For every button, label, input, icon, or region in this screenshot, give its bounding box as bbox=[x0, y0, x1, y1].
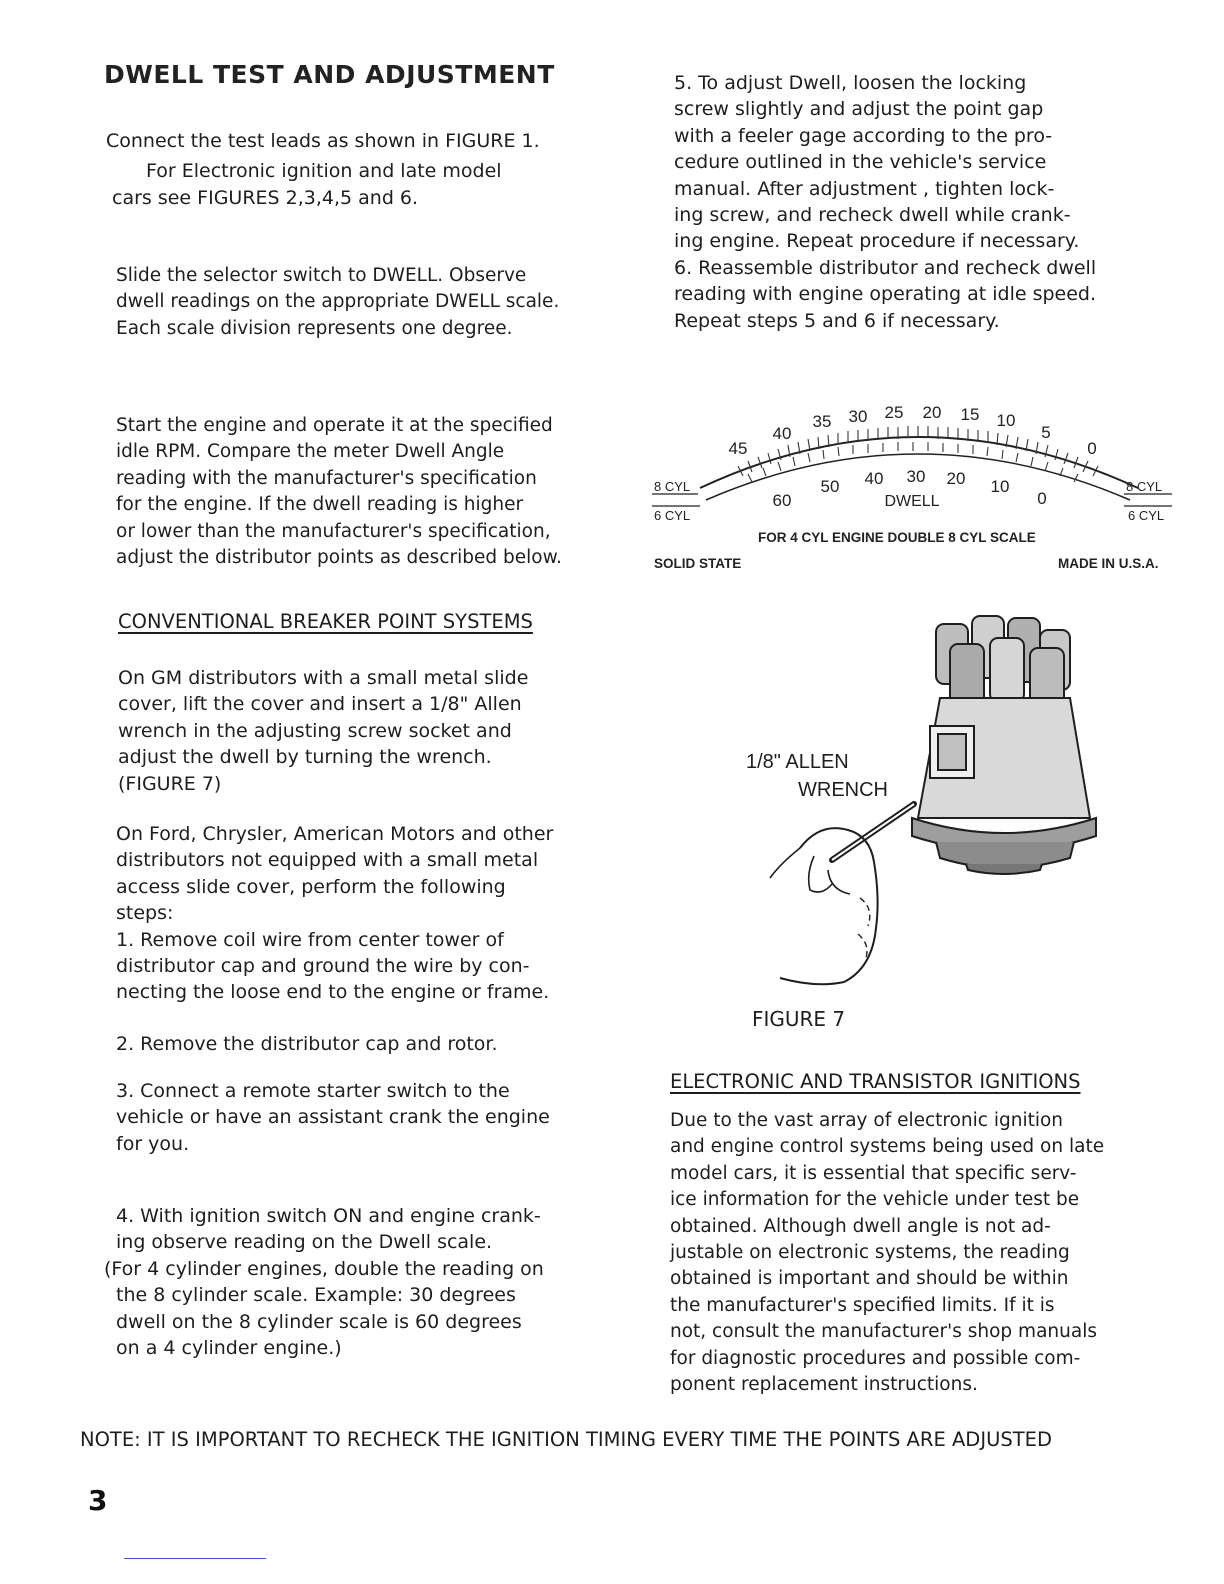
step-3: 3. Connect a remote starter switch to the vehicle or have an assistant crank the engine for you. bbox=[116, 1080, 550, 1155]
tick-8cyl-30: 30 bbox=[848, 407, 868, 426]
timing-note: NOTE: IT IS IMPORTANT TO RECHECK THE IGNITION TIMING EVERY TIME THE POINTS ARE ADJUSTED bbox=[80, 1428, 1052, 1451]
dwell-scale-label: DWELL bbox=[884, 493, 940, 510]
figure-7-caption-text: FIGURE 7 bbox=[752, 1007, 846, 1031]
tick-8cyl-10: 10 bbox=[996, 411, 1016, 430]
meter-caption: FOR 4 CYL ENGINE DOUBLE 8 CYL SCALE bbox=[758, 530, 1036, 545]
tick-8cyl-15: 15 bbox=[960, 405, 980, 424]
tick-8cyl-5: 5 bbox=[1041, 423, 1051, 442]
tick-8cyl-35: 35 bbox=[812, 412, 832, 431]
solid-state-label: SOLID STATE bbox=[654, 556, 742, 571]
tick-8cyl-25: 25 bbox=[884, 403, 904, 422]
tick-6cyl-20: 20 bbox=[946, 469, 966, 488]
slide-selector-paragraph: Slide the selector switch to DWELL. Observe dwell readings on the appropriate DWELL scale. Each scale division represents one degree. bbox=[116, 265, 560, 339]
start-engine-paragraph: Start the engine and operate it at the specified idle RPM. Compare the meter Dwell Angle reading with the manufacturer's specification for the engine. If the dwell reading is higher or lower than the manufacturer's specification, adjust the distributor points as described below. bbox=[116, 415, 562, 569]
allen-wrench-label-line1: 1/8" ALLEN bbox=[746, 751, 849, 773]
allen-wrench-label-line2: WRENCH bbox=[798, 779, 888, 801]
tick-6cyl-0: 0 bbox=[1037, 489, 1047, 508]
electronic-heading: ELECTRONIC AND TRANSISTOR IGNITIONS bbox=[670, 1070, 1081, 1093]
label-8cyl-right: 8 CYL bbox=[1126, 479, 1163, 494]
tick-6cyl-60: 60 bbox=[772, 491, 792, 510]
tick-8cyl-20: 20 bbox=[922, 403, 942, 422]
label-6cyl-left: 6 CYL bbox=[654, 508, 691, 523]
distributor-cap-drawing bbox=[912, 616, 1096, 874]
dwell-meter-scale bbox=[648, 396, 1178, 576]
page-title: DWELL TEST AND ADJUSTMENT bbox=[104, 60, 555, 89]
label-8cyl-left: 8 CYL bbox=[654, 479, 691, 494]
tick-8cyl-40: 40 bbox=[772, 424, 792, 443]
electronic-ignitions-paragraph: Due to the vast array of electronic ignition and engine control systems being used on late model cars, it is essential that specific serv- ice information for the vehicle under test be obtained. Although dwell angle is not ad- justable on electronic systems, the reading obtained is important and should be within the manufacturer's specified limits. If it is not, consult the manufacturer's shop manuals for diagnostic procedures and possible com- ponent replacement instructions. bbox=[670, 1110, 1105, 1396]
gm-distributors-paragraph: On GM distributors with a small metal slide cover, lift the cover and insert a 1/8" Allen wrench in the adjusting screw socket and adjust the dwell by turning the wrench. (FIGURE 7) bbox=[118, 667, 529, 795]
conventional-heading: CONVENTIONAL BREAKER POINT SYSTEMS bbox=[118, 610, 533, 633]
tick-8cyl-45: 45 bbox=[728, 439, 748, 458]
tick-6cyl-40: 40 bbox=[864, 469, 884, 488]
tick-8cyl-0: 0 bbox=[1087, 439, 1097, 458]
intro-paragraph: Connect the test leads as shown in FIGURE 1. For Electronic ignition and late model cars see FIGURES 2,3,4,5 and 6. bbox=[106, 130, 540, 209]
tick-6cyl-10: 10 bbox=[990, 477, 1010, 496]
label-6cyl-right: 6 CYL bbox=[1128, 508, 1165, 523]
figure-7-illustration bbox=[740, 608, 1120, 998]
ford-distributors-paragraph: On Ford, Chrysler, American Motors and other distributors not equipped with a small metal access slide cover, perform the following steps: 1. Remove coil wire from center tower of distributor cap and ground the wire by con- necting the loose end to the engine or frame. bbox=[116, 823, 554, 1004]
step-4: 4. With ignition switch ON and engine crank- ing observe reading on the Dwell scale. (For 4 cylinder engines, double the reading on the 8 cylinder scale. Example: 30 degrees dwell on the 8 cylinder scale is 60 degrees on a 4 cylinder engine.) bbox=[104, 1205, 544, 1360]
made-in-usa-label: MADE IN U.S.A. bbox=[1058, 556, 1159, 571]
footer-rule bbox=[124, 1558, 266, 1559]
tick-6cyl-50: 50 bbox=[820, 477, 840, 496]
step-2: 2. Remove the distributor cap and rotor. bbox=[116, 1033, 498, 1055]
tick-6cyl-30: 30 bbox=[906, 467, 926, 486]
steps-5-6-paragraph: 5. To adjust Dwell, loosen the locking screw slightly and adjust the point gap with a feeler gage according to the pro- cedure outlined in the vehicle's service manual. After adjustment , tighten lock- ing screw, and recheck dwell while crank- ing engine. Repeat procedure if necessary. 6. Reassemble distributor and recheck dwell reading with engine operating at idle speed. Repeat steps 5 and 6 if necessary. bbox=[674, 72, 1097, 332]
page-number: 3 bbox=[88, 1484, 108, 1517]
